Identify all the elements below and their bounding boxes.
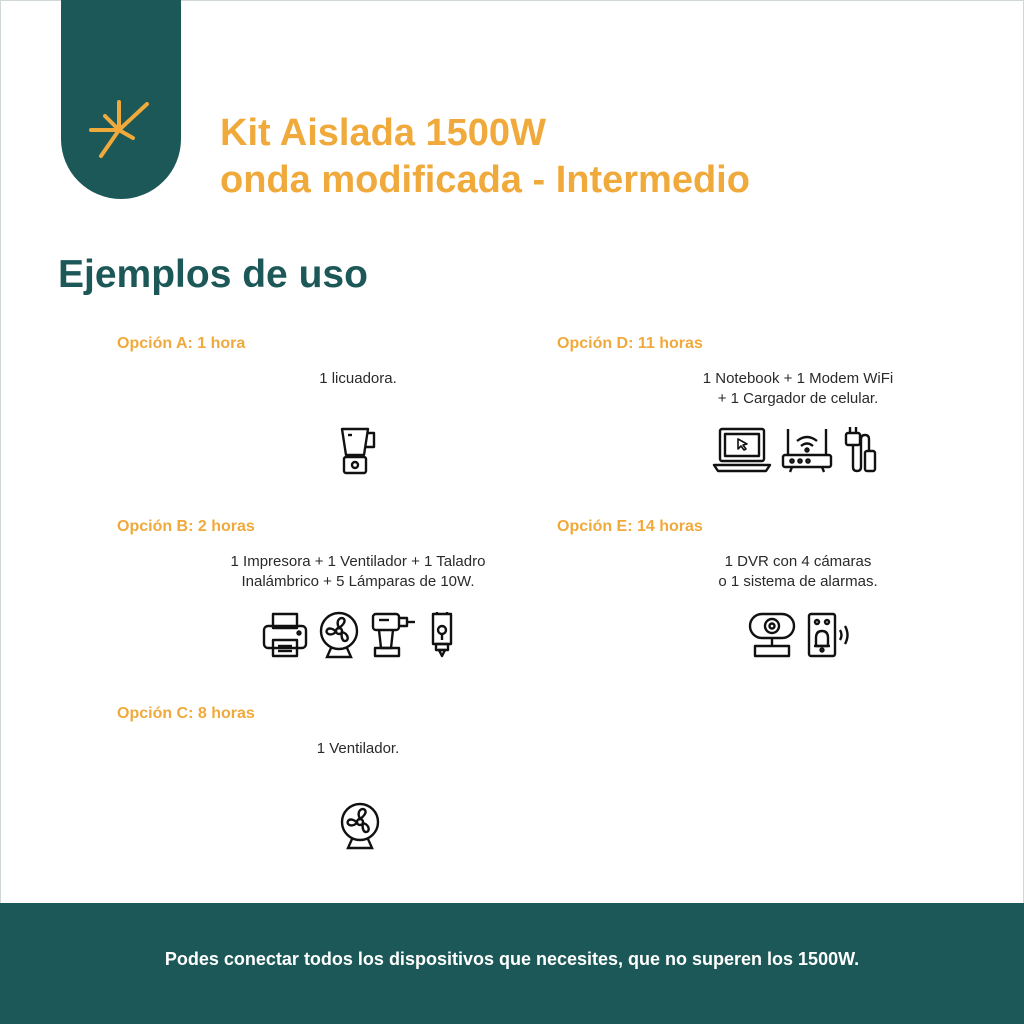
alarm-icon bbox=[805, 610, 855, 660]
section-subtitle: Ejemplos de uso bbox=[58, 253, 368, 296]
printer-icon bbox=[261, 610, 309, 660]
fan-icon bbox=[317, 610, 361, 660]
option-b-desc bbox=[208, 552, 508, 592]
option-a-desc bbox=[208, 369, 508, 389]
blender-icon bbox=[336, 425, 380, 475]
option-c-desc-line-1: 1 Ventilador. bbox=[316, 740, 400, 757]
charger-icon bbox=[842, 425, 882, 475]
option-a-desc-line-1: 1 licuadora. bbox=[319, 370, 397, 387]
option-e-desc bbox=[648, 552, 948, 592]
option-c-desc bbox=[208, 739, 508, 759]
brand-tab bbox=[61, 0, 181, 199]
option-e-desc-line-1: 1 DVR con 4 cámaras bbox=[724, 553, 872, 570]
page-title bbox=[220, 110, 750, 204]
option-b-desc-line-1: 1 Impresora + 1 Ventilador + 1 Taladro bbox=[230, 553, 486, 570]
option-e-desc-line-2: o 1 sistema de alarmas. bbox=[718, 573, 878, 590]
option-d-desc-line-2: + 1 Cargador de celular. bbox=[717, 390, 879, 407]
option-d-icons bbox=[712, 425, 882, 475]
title-line-1: Kit Aislada 1500W bbox=[220, 112, 546, 154]
option-c-icons bbox=[338, 801, 382, 851]
router-icon bbox=[780, 425, 834, 475]
option-d-desc bbox=[648, 369, 948, 409]
option-d-desc-line-1: 1 Notebook + 1 Modem WiFi bbox=[702, 370, 894, 387]
option-a-icons bbox=[336, 425, 380, 475]
option-b-desc-line-2: Inalámbrico + 5 Lámparas de 10W. bbox=[241, 573, 475, 590]
sun-logo-icon bbox=[89, 100, 153, 164]
lamp-icon bbox=[425, 610, 459, 660]
option-e-icons bbox=[747, 610, 855, 660]
option-b-label: Opción B: 2 horas bbox=[117, 518, 255, 535]
title-line-2: onda modificada - Intermedio bbox=[220, 159, 750, 201]
option-b-icons bbox=[261, 610, 459, 660]
laptop-icon bbox=[712, 425, 772, 475]
option-c-label: Opción C: 8 horas bbox=[117, 705, 255, 722]
footer-text: Podes conectar todos los dispositivos que necesites, que no superen los 1500W. bbox=[164, 949, 860, 969]
camera-icon bbox=[747, 610, 797, 660]
fan-icon bbox=[338, 801, 382, 851]
option-e-label: Opción E: 14 horas bbox=[557, 518, 703, 535]
drill-icon bbox=[369, 610, 417, 660]
option-d-label: Opción D: 11 horas bbox=[557, 335, 703, 352]
option-a-label: Opción A: 1 hora bbox=[117, 335, 246, 352]
